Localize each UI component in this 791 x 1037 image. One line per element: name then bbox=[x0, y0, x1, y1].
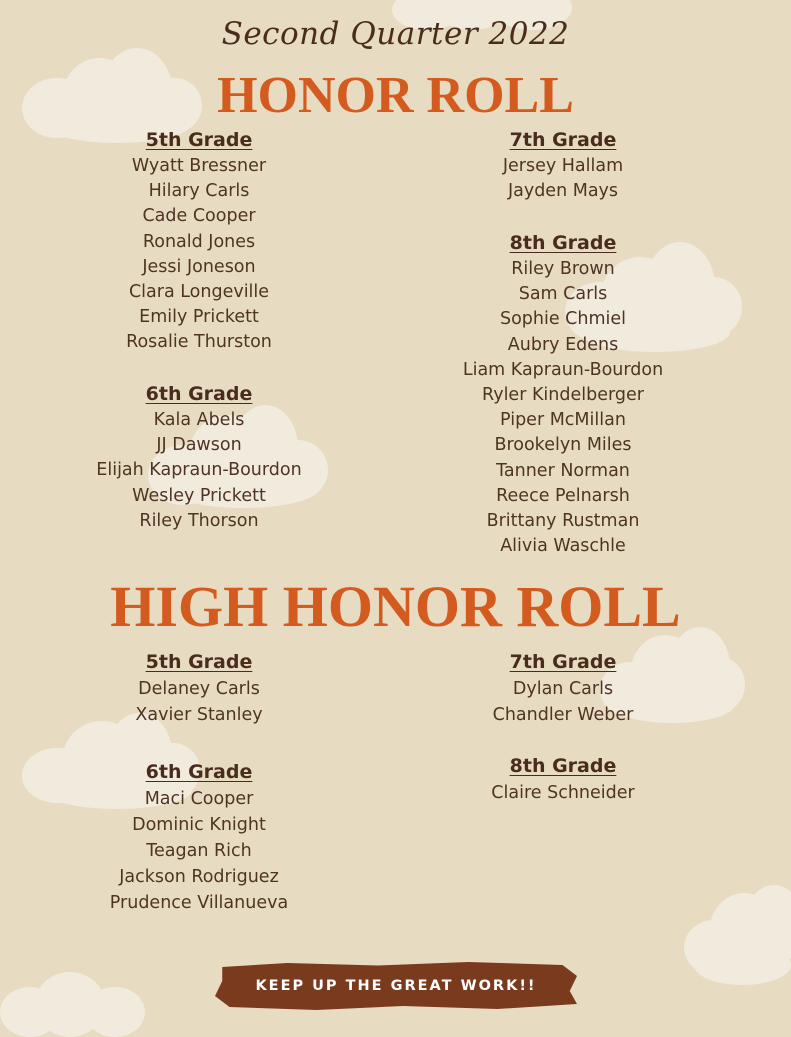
high-honor-grade8-section bbox=[413, 753, 713, 806]
subtitle: Second Quarter 2022 bbox=[221, 16, 570, 52]
list-item: Alivia Waschle bbox=[500, 536, 626, 557]
grade-heading: 6th Grade bbox=[145, 383, 253, 405]
list-item: Jayden Mays bbox=[507, 181, 619, 202]
list-item: Dylan Carls bbox=[512, 679, 614, 699]
list-item: Sophie Chmiel bbox=[499, 309, 627, 330]
list-item: Teagan Rich bbox=[146, 841, 252, 861]
grade-heading: 5th Grade bbox=[145, 651, 253, 673]
cloud-bottom-right bbox=[684, 885, 791, 987]
grade-heading: 8th Grade bbox=[509, 755, 617, 777]
list-item: Emily Prickett bbox=[139, 307, 259, 328]
honor-roll-title: HONOR ROLL bbox=[217, 67, 574, 124]
list-item: Riley Thorson bbox=[139, 510, 259, 531]
list-item: Liam Kapraun-Bourdon bbox=[462, 359, 664, 380]
high-honor-roll-title: HIGH HONOR ROLL bbox=[110, 574, 681, 639]
high-honor-grade6-section bbox=[49, 759, 349, 916]
grade-heading: 6th Grade bbox=[145, 761, 253, 783]
list-item: JJ Dawson bbox=[156, 435, 242, 456]
name-list bbox=[49, 154, 349, 356]
list-item: Kala Abels bbox=[153, 410, 245, 430]
footer-banner bbox=[215, 961, 577, 1011]
list-item: Tanner Norman bbox=[496, 460, 630, 481]
name-list bbox=[49, 408, 349, 534]
high-honor-grade7-section bbox=[413, 649, 713, 728]
list-item: Sam Carls bbox=[518, 284, 608, 305]
footer-message: KEEP UP THE GREAT WORK!! bbox=[255, 978, 537, 994]
list-item: Chandler Weber bbox=[492, 705, 634, 725]
name-list bbox=[413, 780, 713, 806]
grade-heading: 5th Grade bbox=[145, 129, 253, 151]
list-item: Brookelyn Miles bbox=[494, 435, 632, 456]
list-item: Maci Cooper bbox=[144, 789, 254, 809]
grade-heading: 8th Grade bbox=[509, 232, 617, 254]
name-list bbox=[413, 154, 713, 204]
honor-roll-grade7-section bbox=[413, 127, 713, 204]
list-item: Jackson Rodriguez bbox=[119, 867, 279, 887]
list-item: Xavier Stanley bbox=[135, 705, 263, 725]
cloud-bottom-left bbox=[0, 972, 150, 1024]
list-item: Rosalie Thurston bbox=[126, 332, 272, 353]
name-list bbox=[49, 786, 349, 916]
list-item: Wesley Prickett bbox=[132, 485, 266, 506]
honor-roll-grade8-section bbox=[413, 230, 713, 559]
list-item: Jersey Hallam bbox=[502, 156, 624, 176]
list-item: Jessi Joneson bbox=[142, 256, 256, 277]
grade-heading: 7th Grade bbox=[509, 129, 617, 151]
name-list bbox=[413, 676, 713, 728]
list-item: Aubry Edens bbox=[507, 334, 619, 355]
list-item: Riley Brown bbox=[511, 259, 615, 279]
honor-roll-grade6-section bbox=[49, 381, 349, 534]
list-item: Prudence Villanueva bbox=[109, 893, 289, 913]
list-item: Brittany Rustman bbox=[486, 510, 640, 531]
list-item: Dominic Knight bbox=[132, 815, 266, 835]
list-item: Elijah Kapraun-Bourdon bbox=[96, 460, 302, 481]
grade-heading: 7th Grade bbox=[509, 651, 617, 673]
name-list bbox=[49, 676, 349, 728]
list-item: Hilary Carls bbox=[148, 181, 250, 202]
list-item: Clara Longeville bbox=[128, 281, 270, 302]
list-item: Ronald Jones bbox=[142, 231, 256, 252]
list-item: Cade Cooper bbox=[142, 206, 256, 227]
list-item: Reece Pelnarsh bbox=[496, 485, 630, 506]
honor-roll-grade5-section bbox=[49, 127, 349, 356]
list-item: Claire Schneider bbox=[491, 783, 635, 803]
list-item: Piper McMillan bbox=[500, 410, 626, 431]
list-item: Delaney Carls bbox=[138, 679, 260, 699]
list-item: Ryler Kindelberger bbox=[482, 384, 644, 405]
high-honor-grade5-section bbox=[49, 649, 349, 728]
name-list bbox=[413, 257, 713, 559]
list-item: Wyatt Bressner bbox=[131, 156, 267, 176]
